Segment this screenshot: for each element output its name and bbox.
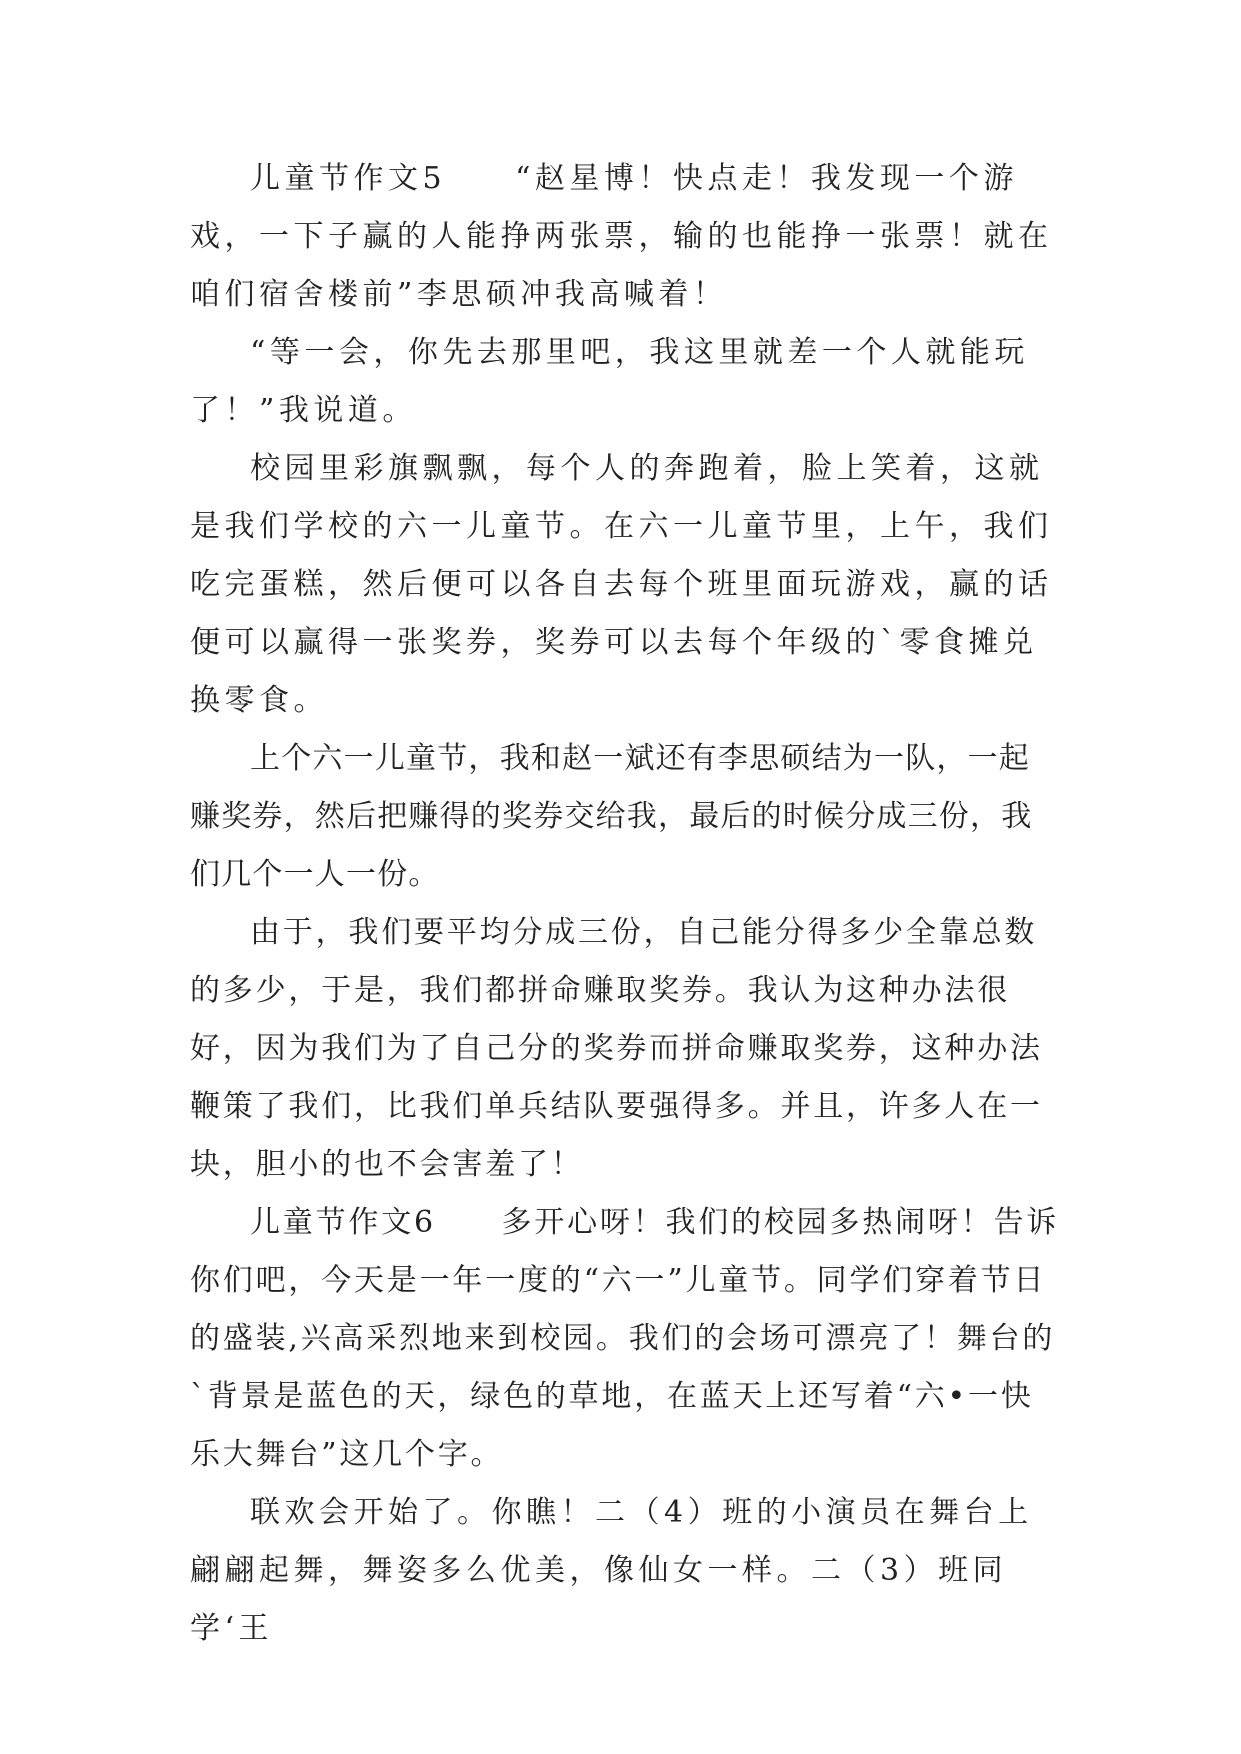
paragraph-2: “等一会，你先去那里吧，我这里就差一个人就能玩了！”我说道。: [190, 335, 1029, 428]
paragraph-5: 由于，我们要平均分成三份，自己能分得多少全靠总数的多少，于是，我们都拼命赚取奖券。我认为这种办法很好，因为我们为了自己分的奖券而拼命赚取奖券，这种办法鞭策了我们，比我们单兵结队要强得多。并且，许多人在一块，胆小的也不会害羞了！: [190, 915, 1043, 1182]
paragraph-7: 联欢会开始了。你瞧！二（4）班的小演员在舞台上翩翩起舞，舞姿多么优美，像仙女一样。二（3）班同学‘王: [190, 1495, 1033, 1646]
paragraph-1: 儿童节作文5 “赵星博！快点走！我发现一个游戏，一下子赢的人能挣两张票，输的也能挣一张票！就在咱们宿舍楼前”李思硕冲我高喊着！: [190, 161, 1053, 312]
paragraph-6: 儿童节作文6 多开心呀！我们的校园多热闹呀！告诉你们吧，今天是一年一度的“六一”儿童节。同学们穿着节日的盛装,兴高采烈地来到校园。我们的会场可漂亮了！舞台的`背景是蓝色的天，绿色的草地，在蓝天上还写着“六•一快乐大舞台”这几个字。: [190, 1205, 1060, 1472]
paragraph-3: 校园里彩旗飘飘，每个人的奔跑着，脸上笑着，这就是我们学校的六一儿童节。在六一儿童节里，上午，我们吃完蛋糕，然后便可以各自去每个班里面玩游戏，赢的话便可以赢得一张奖券，奖券可以去每个年级的`零食摊兑换零食。: [190, 451, 1053, 718]
paragraph-4: 上个六一儿童节，我和赵一斌还有李思硕结为一队，一起赚奖券，然后把赚得的奖券交给我，最后的时候分成三份，我们几个一人一份。: [190, 741, 1033, 892]
document-body: [190, 150, 1060, 1658]
